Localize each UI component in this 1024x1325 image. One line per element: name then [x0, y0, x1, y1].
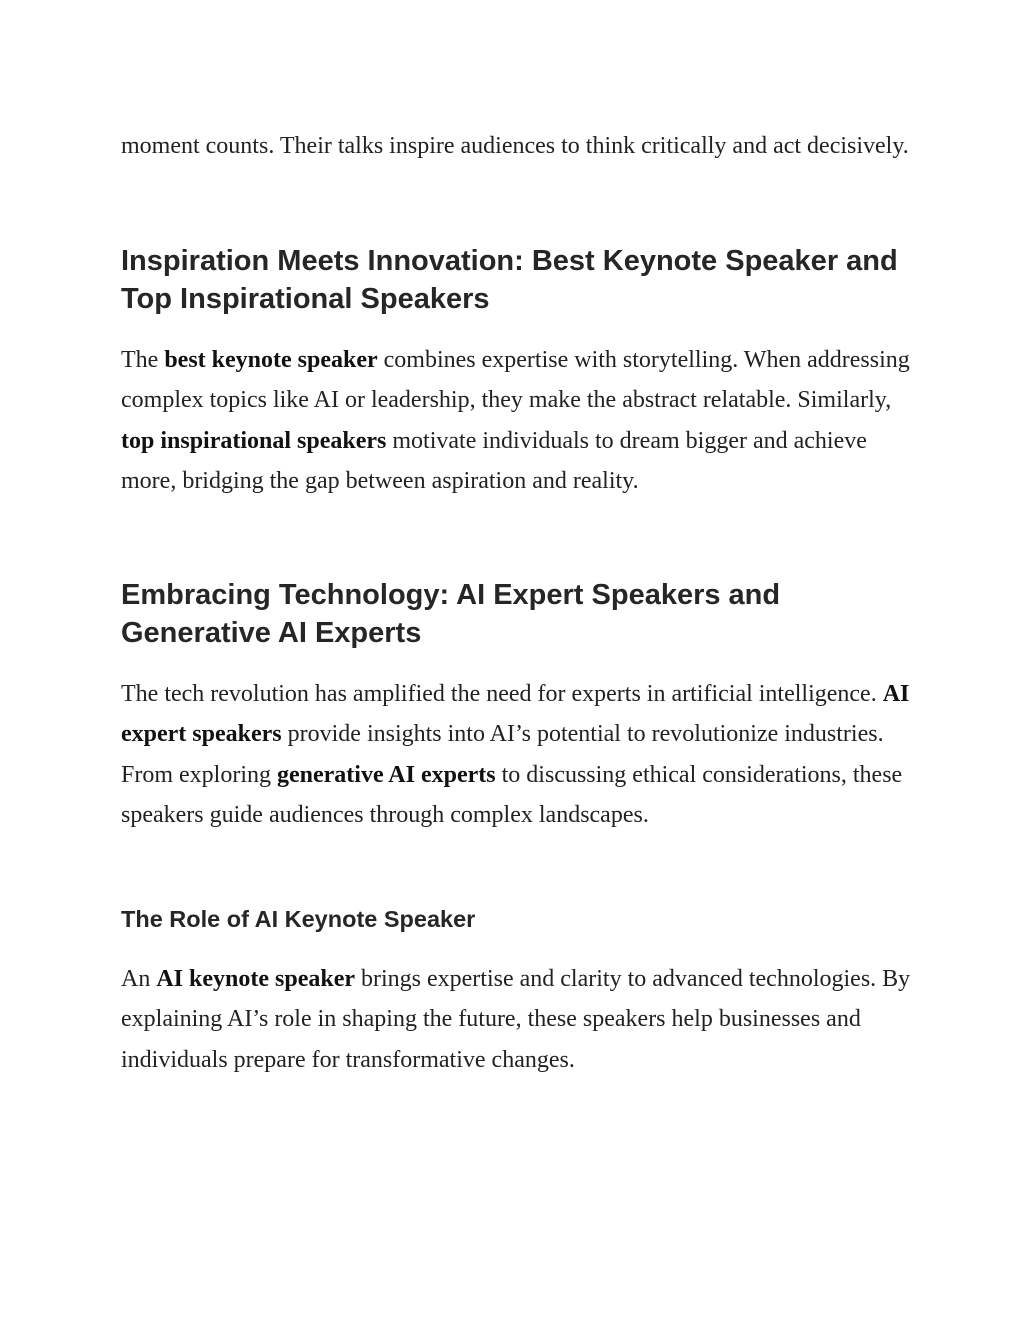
text-segment: combines expertise with storytelling. When addressing complex topics like AI or leadership, they make the abstract relatable. Similarly,: [121, 347, 910, 414]
text-segment: motivate individuals to dream bigger and achieve more, bridging the gap between aspiration and reality.: [121, 427, 867, 494]
text-segment: brings expertise and clarity to advanced technologies. By explaining AI’s role in shaping the future, these speakers help businesses and individuals prepare for transformative changes.: [121, 966, 911, 1073]
text-segment: provide insights into AI’s potential to revolutionize industries. From exploring: [121, 721, 884, 788]
heading-role-of-ai-keynote-speaker: The Role of AI Keynote Speaker: [121, 906, 476, 932]
keynote-speaker-paragraph: [121, 340, 911, 501]
text-segment: The: [121, 347, 165, 373]
text-segment: to discussing ethical considerations, these speakers guide audiences through complex landscapes.: [121, 761, 903, 828]
text-segment: An: [121, 966, 157, 992]
heading-inspiration-meets-innovation: Inspiration Meets Innovation: Best Keynote Speaker and Top Inspirational Speakers: [121, 245, 898, 315]
bold-term-top-inspirational-speakers: top inspirational speakers: [121, 427, 387, 454]
ai-keynote-speaker-paragraph: [121, 959, 911, 1080]
bold-term-ai-keynote-speaker: AI keynote speaker: [156, 966, 355, 992]
intro-paragraph: moment counts. Their talks inspire audiences to think critically and act decisively.: [121, 133, 909, 159]
bold-term-generative-ai-experts: generative AI experts: [277, 761, 496, 788]
bold-term-ai-expert-speakers: AI expert speakers: [121, 681, 910, 748]
text-segment: The tech revolution has amplified the need for experts in artificial intelligence.: [121, 681, 883, 707]
heading-embracing-technology: Embracing Technology: AI Expert Speakers and Generative AI Experts: [121, 579, 781, 649]
bold-term-best-keynote-speaker: best keynote speaker: [164, 347, 378, 373]
ai-experts-paragraph: [121, 674, 911, 835]
